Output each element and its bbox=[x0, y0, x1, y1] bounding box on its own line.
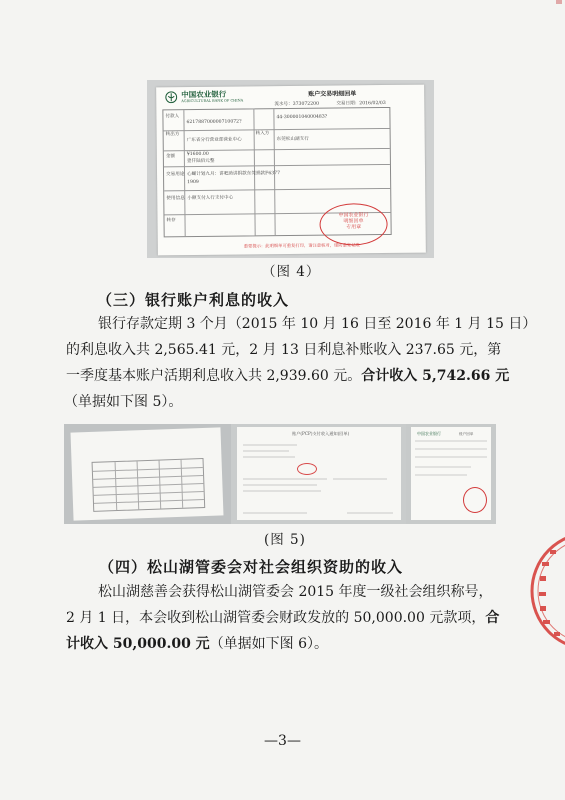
payment-notice-title: 账户(PCP)支付收入通知(回单) bbox=[292, 431, 350, 436]
receipt-date: 交易日期：2016/02/03 bbox=[336, 101, 386, 107]
receipt-footer-note: 重要提示：此明细单可重复打印，请注意核对，谨防重复记账 bbox=[243, 243, 360, 250]
section-3-line-3: 一季度基本账户活期利息收入共 2,939.60 元。合计收入 5,742.66 元 bbox=[66, 368, 510, 384]
label-transfer-out: 转出方 bbox=[165, 132, 180, 138]
section-4-line-3: 计收入 50,000.00 元（单据如下图 6）。 bbox=[66, 636, 329, 652]
figure-5-photo-a bbox=[64, 424, 232, 524]
payer-account: 621788700000710072? bbox=[186, 119, 242, 126]
label-payer: 付款人 bbox=[165, 114, 180, 120]
label-detail: 交易用途 bbox=[166, 172, 185, 178]
payee-bank: 东莞松山湖支行 bbox=[276, 136, 309, 143]
label-transfer-in: 转入方 bbox=[255, 131, 270, 137]
payee-account: 44-30000104000483? bbox=[276, 114, 328, 121]
figure-4-caption: （图 4） bbox=[262, 264, 321, 280]
payment-notice bbox=[237, 427, 401, 520]
receipt-c-title: 账户回单 bbox=[459, 432, 474, 436]
section-4-total-a: 合 bbox=[485, 610, 500, 626]
section-4-heading: （四）松山湖管委会对社会组织资助的收入 bbox=[99, 558, 404, 576]
figure-5-photo-b bbox=[231, 424, 407, 524]
section-4-line-2: 2 月 1 日，本会收到松山湖管委会财政发放的 50,000.00 元款项，合 bbox=[66, 610, 500, 626]
amount-small: ¥1600.00 bbox=[186, 151, 209, 158]
amount-big: 壹仟陆佰元整 bbox=[186, 158, 215, 165]
interest-statement bbox=[71, 427, 224, 520]
figure-4-photo bbox=[147, 80, 434, 258]
page-number: —3— bbox=[264, 733, 301, 749]
bank-receipt bbox=[156, 85, 426, 256]
bank-name: 中国农业银行 bbox=[181, 89, 227, 100]
figure-5-photo-c bbox=[406, 424, 496, 524]
section-3-line-1: 银行存款定期 3 个月（2015 年 10 月 16 日至 2016 年 1 月 15 日） bbox=[98, 316, 537, 332]
receipt-title: 账户交易明细回单 bbox=[308, 90, 357, 98]
notice-text-lines bbox=[237, 427, 401, 520]
section-3-heading: （三）银行账户利息的收入 bbox=[97, 291, 290, 309]
summary-line: 心蝴计划九月：讲吧助讲捐款东莞捐款F6377 bbox=[187, 171, 281, 178]
edge-mark bbox=[556, 0, 562, 4]
section-3-note: （单据如下图 5）。 bbox=[64, 394, 183, 410]
section-4-total-b: 计收入 50,000.00 元 bbox=[66, 636, 210, 652]
section-3-total: 合计收入 5,742.66 元 bbox=[361, 368, 510, 384]
receipt-c-stamp bbox=[463, 487, 487, 513]
red-seal-stamp bbox=[528, 526, 565, 656]
bank-name-en: AGRICULTURAL BANK OF CHINA bbox=[181, 98, 244, 104]
label-use: 使用信息 bbox=[166, 196, 185, 202]
payer-bank: 广东省分行营业部营业中心 bbox=[186, 137, 242, 144]
abc-account-receipt bbox=[411, 427, 491, 520]
bank-stamp: 中国农业银行 明细回单 专用章 bbox=[319, 203, 387, 246]
section-4-line-1: 松山湖慈善会获得松山湖管委会 2015 年度一级社会组织称号， bbox=[98, 584, 493, 600]
memo-line: 小额支付人行支付中心 bbox=[187, 195, 234, 202]
section-3-line-2: 的利息收入共 2,565.41 元，2 月 13 日利息补账收入 237.65 元，第 bbox=[66, 342, 502, 358]
receipt-serial: 流水号：373072200 bbox=[274, 101, 320, 108]
label-operator: 转存 bbox=[166, 218, 176, 224]
figure-5-caption: (图 5) bbox=[264, 532, 306, 548]
label-amount: 金额 bbox=[165, 154, 176, 160]
summary-line-2: 1909 bbox=[187, 179, 199, 186]
abc-bank-logo-icon bbox=[164, 91, 178, 103]
receipt-c-bank: 中国农业银行 bbox=[417, 431, 441, 436]
